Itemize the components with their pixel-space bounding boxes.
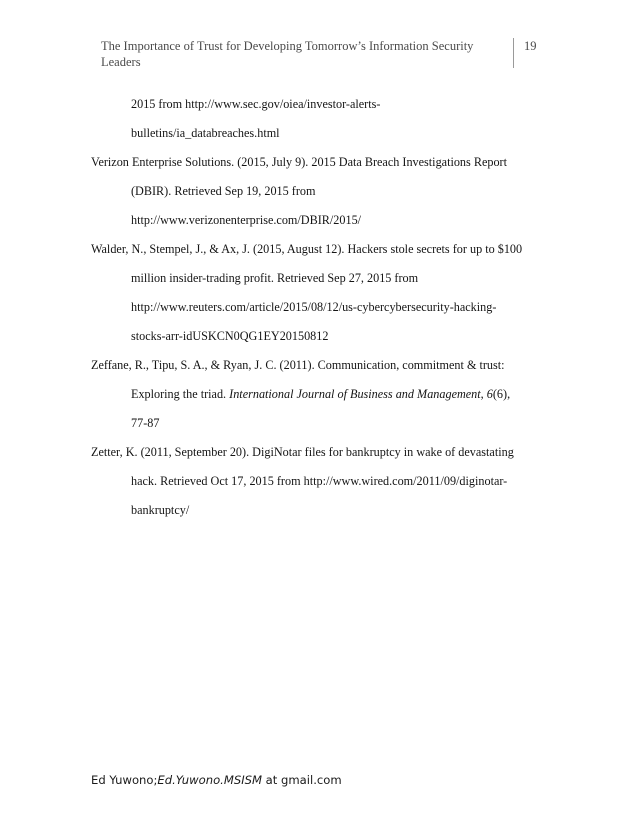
reference-line: http://www.verizonenterprise.com/DBIR/2015/ bbox=[131, 213, 362, 227]
reference-line: Zeffane, R., Tipu, S. A., & Ryan, J. C. (2011). Communication, commitment & trust: bbox=[91, 358, 505, 372]
footer-author: Ed Yuwono; bbox=[91, 773, 158, 787]
footer-email-user: Ed.Yuwono.MSISM bbox=[157, 773, 262, 787]
reference-line: hack. Retrieved Oct 17, 2015 from http://www.wired.com/2011/09/diginotar- bbox=[131, 474, 508, 488]
reference-line: 2015 from http://www.sec.gov/oiea/investor-alerts- bbox=[131, 97, 381, 111]
reference-line: 77-87 bbox=[131, 416, 160, 430]
reference-text: Exploring the triad. bbox=[131, 387, 230, 401]
reference-line: bulletins/ia_databreaches.html bbox=[131, 126, 280, 140]
reference-line: http://www.reuters.com/article/2015/08/12/us-cybercybersecurity-hacking- bbox=[131, 300, 497, 314]
journal-title: International Journal of Business and Management bbox=[229, 387, 481, 401]
reference-line bbox=[131, 387, 510, 401]
reference-text: (6), bbox=[492, 387, 511, 401]
header-divider bbox=[513, 38, 514, 68]
running-head-title: The Importance of Trust for Developing Tomorrow’s Information Security Leaders bbox=[101, 39, 474, 69]
reference-line: Verizon Enterprise Solutions. (2015, July 9). 2015 Data Breach Investigations Report bbox=[91, 155, 507, 169]
reference-line: Zetter, K. (2011, September 20). DigiNotar files for bankruptcy in wake of devastating bbox=[91, 445, 514, 459]
reference-line: stocks-arr-idUSKCN0QG1EY20150812 bbox=[131, 329, 329, 343]
page-number: 19 bbox=[524, 39, 537, 53]
reference-line: Walder, N., Stempel, J., & Ax, J. (2015, August 12). Hackers stole secrets for up to $100 bbox=[91, 242, 523, 256]
page-footer bbox=[91, 773, 342, 787]
footer-email-domain: at gmail.com bbox=[262, 773, 342, 787]
reference-text: , bbox=[480, 387, 487, 401]
journal-volume: 6 bbox=[486, 387, 493, 401]
page-header bbox=[91, 38, 545, 68]
reference-line: million insider-trading profit. Retrieved Sep 27, 2015 from bbox=[131, 271, 419, 285]
reference-line: bankruptcy/ bbox=[131, 503, 190, 517]
reference-line: (DBIR). Retrieved Sep 19, 2015 from bbox=[131, 184, 316, 198]
